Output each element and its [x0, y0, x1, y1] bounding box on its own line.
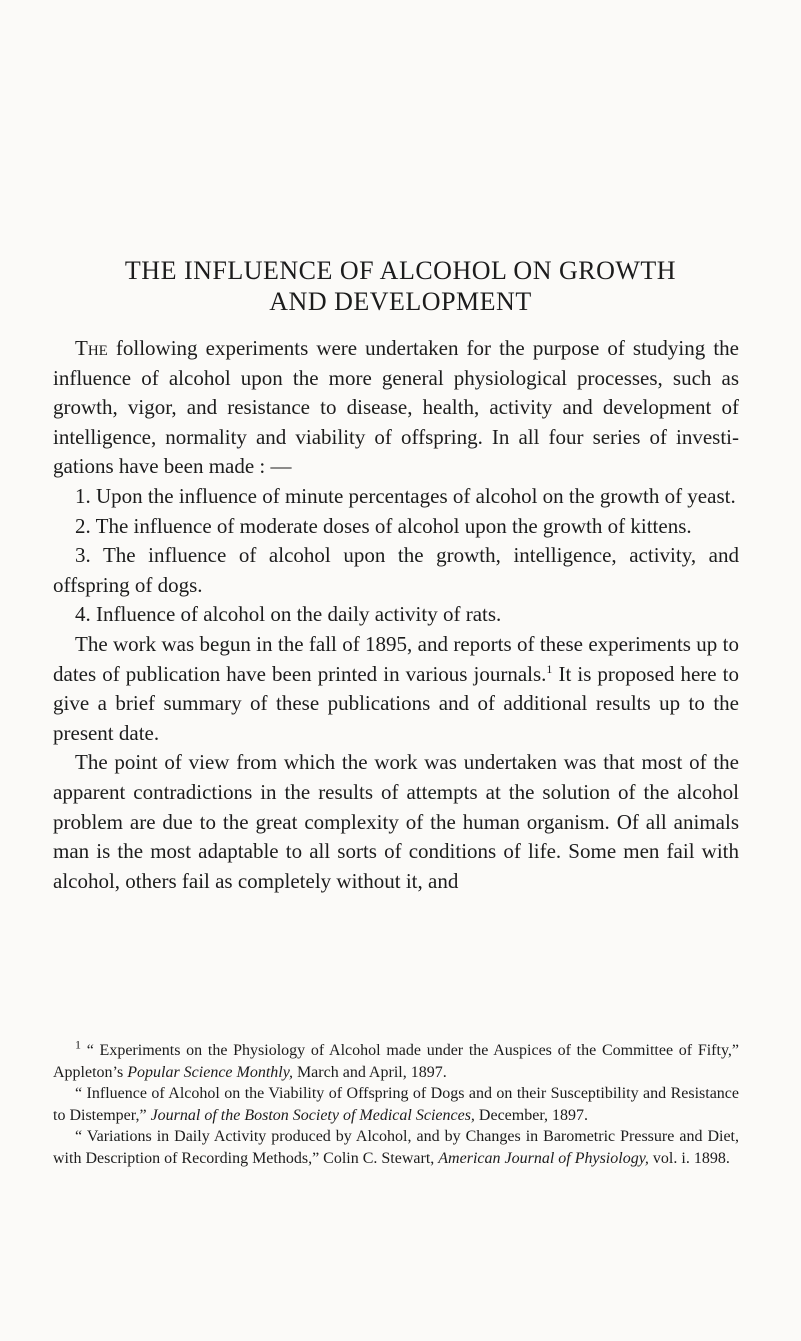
- publication-text-before: The work was begun in the fall of 1895, and reports of these experiments up to dates of publication have been printed in various journals.: [53, 631, 739, 686]
- footnote-text-end: December, 1897.: [474, 1106, 589, 1124]
- series-item: 2. The influence of moderate doses of alcohol upon the growth of kittens.: [75, 513, 692, 538]
- intro-paragraph: [53, 334, 739, 482]
- intro-lead-word: The: [75, 336, 108, 360]
- series-item: 4. Influence of alcohol on the daily activity of rats.: [75, 602, 502, 627]
- body-text: [53, 334, 739, 896]
- footnote: [53, 1126, 739, 1169]
- footnote-text-end: March and April, 1897.: [292, 1063, 447, 1081]
- footnote-mark: 1: [75, 1037, 81, 1052]
- series-item: 1. Upon the influence of minute percentages of alcohol on the growth of yeast.: [75, 483, 736, 508]
- footnote: [53, 1083, 739, 1126]
- footnote-journal: Popular Science Monthly,: [127, 1063, 293, 1081]
- series-item: 3. The influence of alcohol upon the growth, intelligence, activity, and offspring of dogs.: [53, 543, 739, 597]
- footnote-text: “ Variations in Daily Activity produced by Alcohol, and by Changes in Barometric Pressure and Diet, with Description of Recording Methods,” Colin C. Stewart,: [53, 1128, 739, 1167]
- footnote: [53, 1037, 739, 1083]
- chapter-title-line-2: AND DEVELOPMENT: [269, 287, 532, 316]
- intro-text: following experiments were undertaken for the purpose of studying the influence of alcohol upon the more general physiological processes, such as growth, vigor, and resistance to disease, health, activity and development of intelligence, normality and viability of offspring. In all four series of investigations have been made : —: [53, 336, 739, 479]
- chapter-title: [30, 255, 771, 317]
- footnote-journal: Journal of the Boston Society of Medical Sciences,: [150, 1106, 475, 1124]
- footnote-text: “ Influence of Alcohol on the Viability of Offspring of Dogs and on their Susceptibility and Resistance to Distemper,”: [53, 1085, 739, 1124]
- footnote-text-end: vol. i. 1898.: [648, 1149, 730, 1167]
- footnote-reference: 1: [546, 661, 553, 676]
- publication-paragraph: [53, 630, 739, 748]
- chapter-title-line-1: THE INFLUENCE OF ALCOHOL ON GROWTH: [124, 256, 677, 285]
- footnote-text: “ Experiments on the Physiology of Alcohol made under the Auspices of the Committee of Fifty,” Appleton’s: [53, 1042, 739, 1081]
- footnote-journal: American Journal of Physiology,: [438, 1149, 649, 1167]
- footnotes: [53, 1037, 739, 1169]
- publication-text-after: It is proposed here to give a brief summary of these publications and of additional results up to the present date.: [53, 661, 740, 745]
- point-of-view-paragraph: The point of view from which the work was undertaken was that most of the apparent contradictions in the results of attempts at the solution of the alcohol problem are due to the great complexity of the human organism. Of all animals man is the most adaptable to all sorts of conditions of life. Some men fail with alcohol, others fail as completely without it, and: [53, 750, 739, 893]
